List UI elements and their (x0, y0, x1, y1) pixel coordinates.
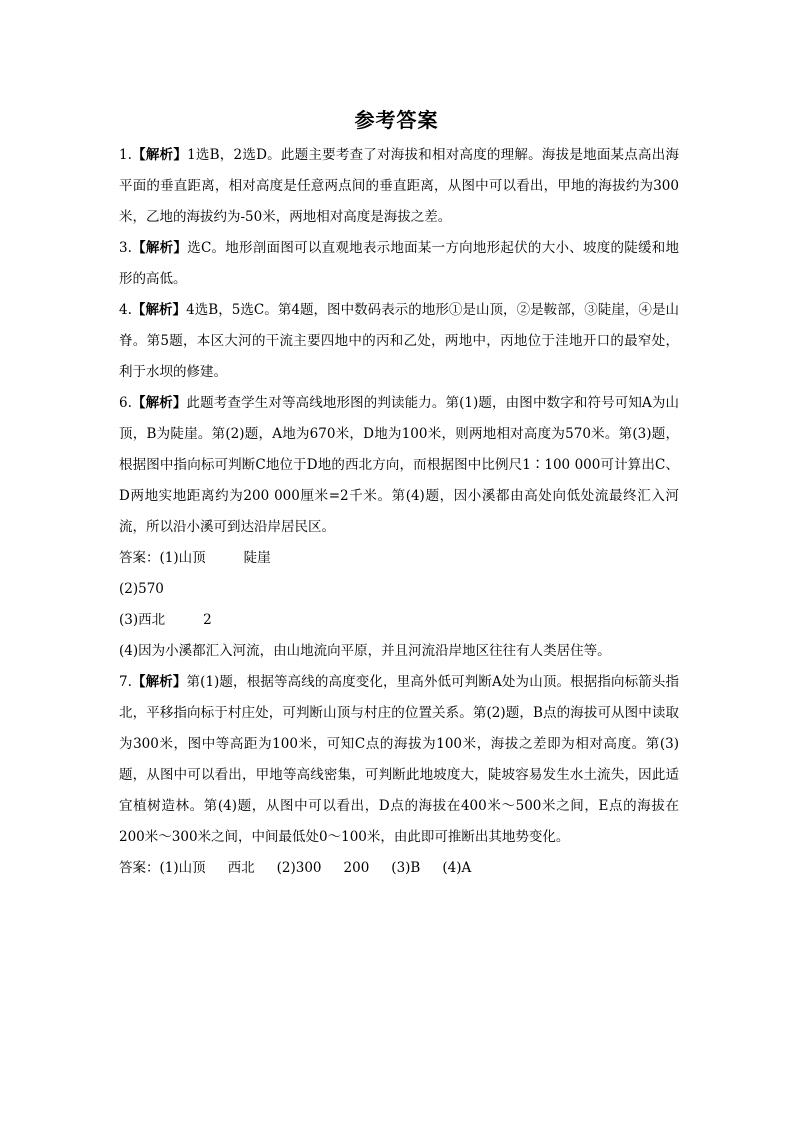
item-3 (119, 233, 679, 295)
analysis-tag: 【解析】 (131, 674, 187, 690)
page-title: 参考答案 (354, 108, 439, 132)
item-4 (119, 295, 679, 388)
answer-part: (3)西北 (119, 612, 166, 628)
item-number: 7. (119, 674, 132, 690)
item-7 (119, 667, 679, 853)
answer-6-line-1 (119, 543, 679, 574)
item-number: 6. (119, 395, 132, 411)
answer-6-line-3 (119, 605, 679, 636)
item-text: 1选B，2选D。此题主要考查了对海拔和相对高度的理解。海拔是地面某点高出海平面的垂直距离，相对高度是任意两点间的垂直距离，从图中可以看出，甲地的海拔约为300米，乙地的海拔约为-50米，两地相对高度是海拔之差。 (119, 147, 680, 225)
item-number: 3. (119, 240, 132, 256)
item-number: 1. (119, 147, 132, 163)
answer-part: (3)B (391, 860, 421, 876)
answer-6-line-4: (4)因为小溪都汇入河流，由山地流向平原，并且河流沿岸地区往往有人类居住等。 (119, 643, 611, 659)
analysis-tag: 【解析】 (131, 240, 188, 256)
answer-part: 陡崖 (243, 550, 271, 566)
item-text: 此题考查学生对等高线地形图的判读能力。第(1)题，由图中数字和符号可知A为山顶，B为陡崖。第(2)题，A地为670米，D地为100米，则两地相对高度为570米。第(3)题，根据图中指向标可判断C地位于D地的西北方向，而根据图中比例尺1∶100 000可计算出C、D两地实地距离约为200 000厘米=2千米。第(4)题，因小溪都由高处向低处流最终汇入河流，所以沿小溪可到达沿岸居民区。 (119, 395, 679, 535)
analysis-tag: 【解析】 (131, 302, 187, 318)
answer-part: 2 (203, 612, 212, 628)
item-text: 4选B，5选C。第4题，图中数码表示的地形①是山顶，②是鞍部，③陡崖，④是山脊。第5题，本区大河的干流主要四地中的丙和乙处，两地中，丙地位于洼地开口的最窄处，利于水坝的修建。 (119, 302, 680, 380)
answer-content (119, 140, 679, 884)
answer-6-line-2: (2)570 (119, 581, 164, 597)
answer-part: (2)300 (276, 860, 322, 876)
item-number: 4. (119, 302, 132, 318)
answer-part: 西北 (227, 860, 255, 876)
item-text: 第(1)题，根据等高线的高度变化，里高外低可判断A处为山顶。根据指向标箭头指北，平移指向标于村庄处，可判断山顶与村庄的位置关系。第(2)题，B点的海拔可从图中读取为300米，图中等高距为100米，可知C点的海拔为100米，海拔之差即为相对高度。第(3)题，从图中可以看出，甲地等高线密集，可判断此地坡度大，陡坡容易发生水土流失，因此适宜植树造林。第(4)题，从图中可以看出，D点的海拔在400米～500米之间，E点的海拔在200米～300米之间，中间最低处0～100米，由此即可推断出其地势变化。 (119, 674, 679, 845)
answer-part: (1)山顶 (159, 860, 206, 876)
item-1 (119, 140, 679, 233)
answer-7 (119, 853, 679, 884)
answer-part: (1)山顶 (159, 550, 206, 566)
item-6 (119, 388, 679, 543)
analysis-tag: 【解析】 (131, 147, 188, 163)
answer-label: 答案： (119, 550, 160, 566)
analysis-tag: 【解析】 (131, 395, 187, 411)
answer-part: (4)A (442, 860, 472, 876)
answer-label: 答案： (119, 860, 160, 876)
answer-part: 200 (343, 860, 370, 876)
item-text: 选C。地形剖面图可以直观地表示地面某一方向地形起伏的大小、坡度的陡缓和地形的高低。 (119, 240, 679, 287)
